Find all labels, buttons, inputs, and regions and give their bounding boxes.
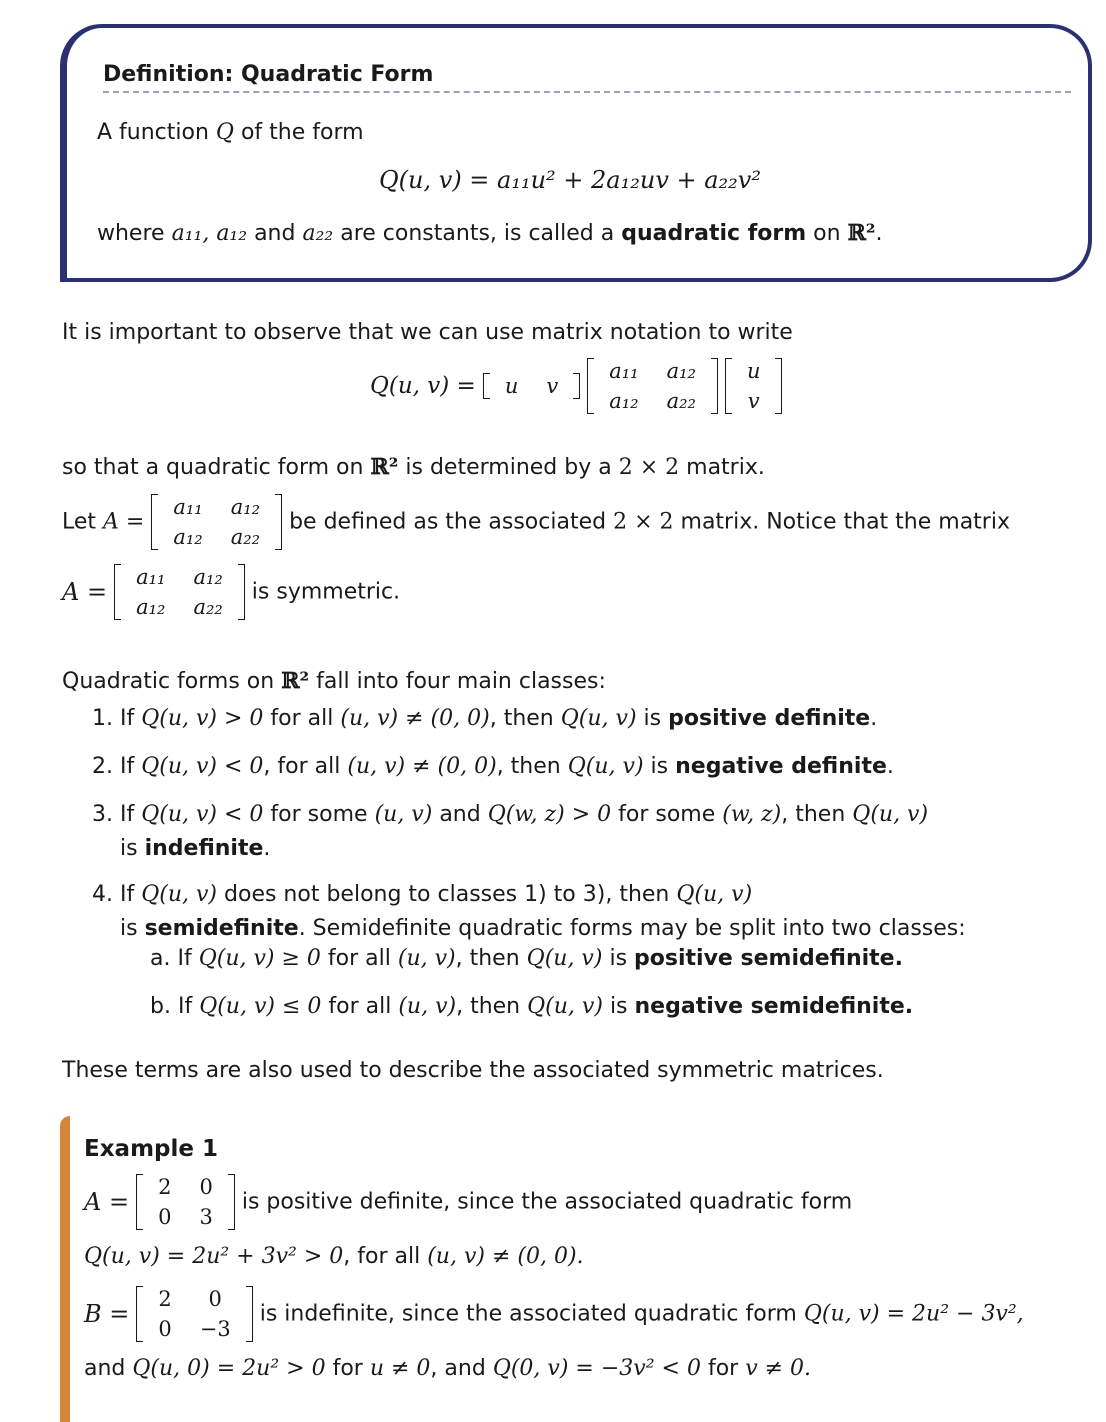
generic-matrix: a₁₁ a₁₂ a₁₂ a₂₂ xyxy=(587,356,718,416)
class-item-1: 1. If Q(u, v) > 0 for all (u, v) ≠ (0, 0), then Q(u, v) is positive definite. xyxy=(92,706,878,731)
matrix-equation: Q(u, v) = u v a₁₁ a₁₂ a₁₂ a₂₂ u v xyxy=(370,356,782,416)
example-a-matrix: 2 0 0 3 xyxy=(136,1172,235,1232)
definition-line-1: A function Q of the form xyxy=(97,120,364,145)
definition-title: Definition: Quadratic Form xyxy=(103,62,1071,93)
definition-box xyxy=(60,24,1092,282)
symmetric-matrix: a₁₁ a₁₂ a₁₂ a₂₂ xyxy=(114,562,245,622)
symmetric-line: A = a₁₁ a₁₂ a₁₂ a₂₂ is symmetric. xyxy=(62,562,400,622)
class-item-2: 2. If Q(u, v) < 0, for all (u, v) ≠ (0, 0), then Q(u, v) is negative definite. xyxy=(92,754,894,779)
class-item-3-cont: is indefinite. xyxy=(120,836,271,861)
intro-text: It is important to observe that we can use matrix notation to write xyxy=(62,320,793,345)
example-a-form: Q(u, v) = 2u² + 3v² > 0, for all (u, v) ≠ (0, 0). xyxy=(84,1244,584,1269)
class-item-4b: b. If Q(u, v) ≤ 0 for all (u, v), then Q(u, v) is negative semidefinite. xyxy=(150,994,914,1019)
example-title: Example 1 xyxy=(84,1136,218,1162)
class-item-4: 4. If Q(u, v) does not belong to classes 1) to 3), then Q(u, v) xyxy=(92,882,753,907)
let-a-matrix: a₁₁ a₁₂ a₁₂ a₂₂ xyxy=(151,492,282,552)
row-vector: u v xyxy=(483,371,580,401)
so-that-text: so that a quadratic form on ℝ² is determined by a 2 × 2 matrix. xyxy=(62,454,765,480)
example-b-line: B = 2 0 0 −3 is indefinite, since the associated quadratic form Q(u, v) = 2u² − 3v², xyxy=(84,1284,1024,1344)
definition-line-3: where a₁₁, a₁₂ and a₂₂ are constants, is called a quadratic form on ℝ². xyxy=(97,220,883,246)
class-item-4-cont: is semidefinite. Semidefinite quadratic forms may be split into two classes: xyxy=(120,916,966,941)
example-accent-bar xyxy=(60,1116,70,1422)
example-b-matrix: 2 0 0 −3 xyxy=(136,1284,252,1344)
class-item-3: 3. If Q(u, v) < 0 for some (u, v) and Q(w, z) > 0 for some (w, z), then Q(u, v) xyxy=(92,802,929,827)
class-item-4a: a. If Q(u, v) ≥ 0 for all (u, v), then Q(u, v) is positive semidefinite. xyxy=(150,946,903,971)
example-b-line-2: and Q(u, 0) = 2u² > 0 for u ≠ 0, and Q(0, v) = −3v² < 0 for v ≠ 0. xyxy=(84,1356,812,1381)
classes-intro: Quadratic forms on ℝ² fall into four main classes: xyxy=(62,668,606,694)
closing-text: These terms are also used to describe the associated symmetric matrices. xyxy=(62,1058,884,1083)
column-vector: u v xyxy=(725,356,783,416)
example-a-line: A = 2 0 0 3 is positive definite, since the associated quadratic form xyxy=(84,1172,852,1232)
definition-formula: Q(u, v) = a₁₁u² + 2a₁₂uv + a₂₂v² xyxy=(379,166,761,194)
let-a-line: Let A = a₁₁ a₁₂ a₁₂ a₂₂ be defined as the associated 2 × 2 matrix. Notice that the matrix xyxy=(62,492,1010,552)
